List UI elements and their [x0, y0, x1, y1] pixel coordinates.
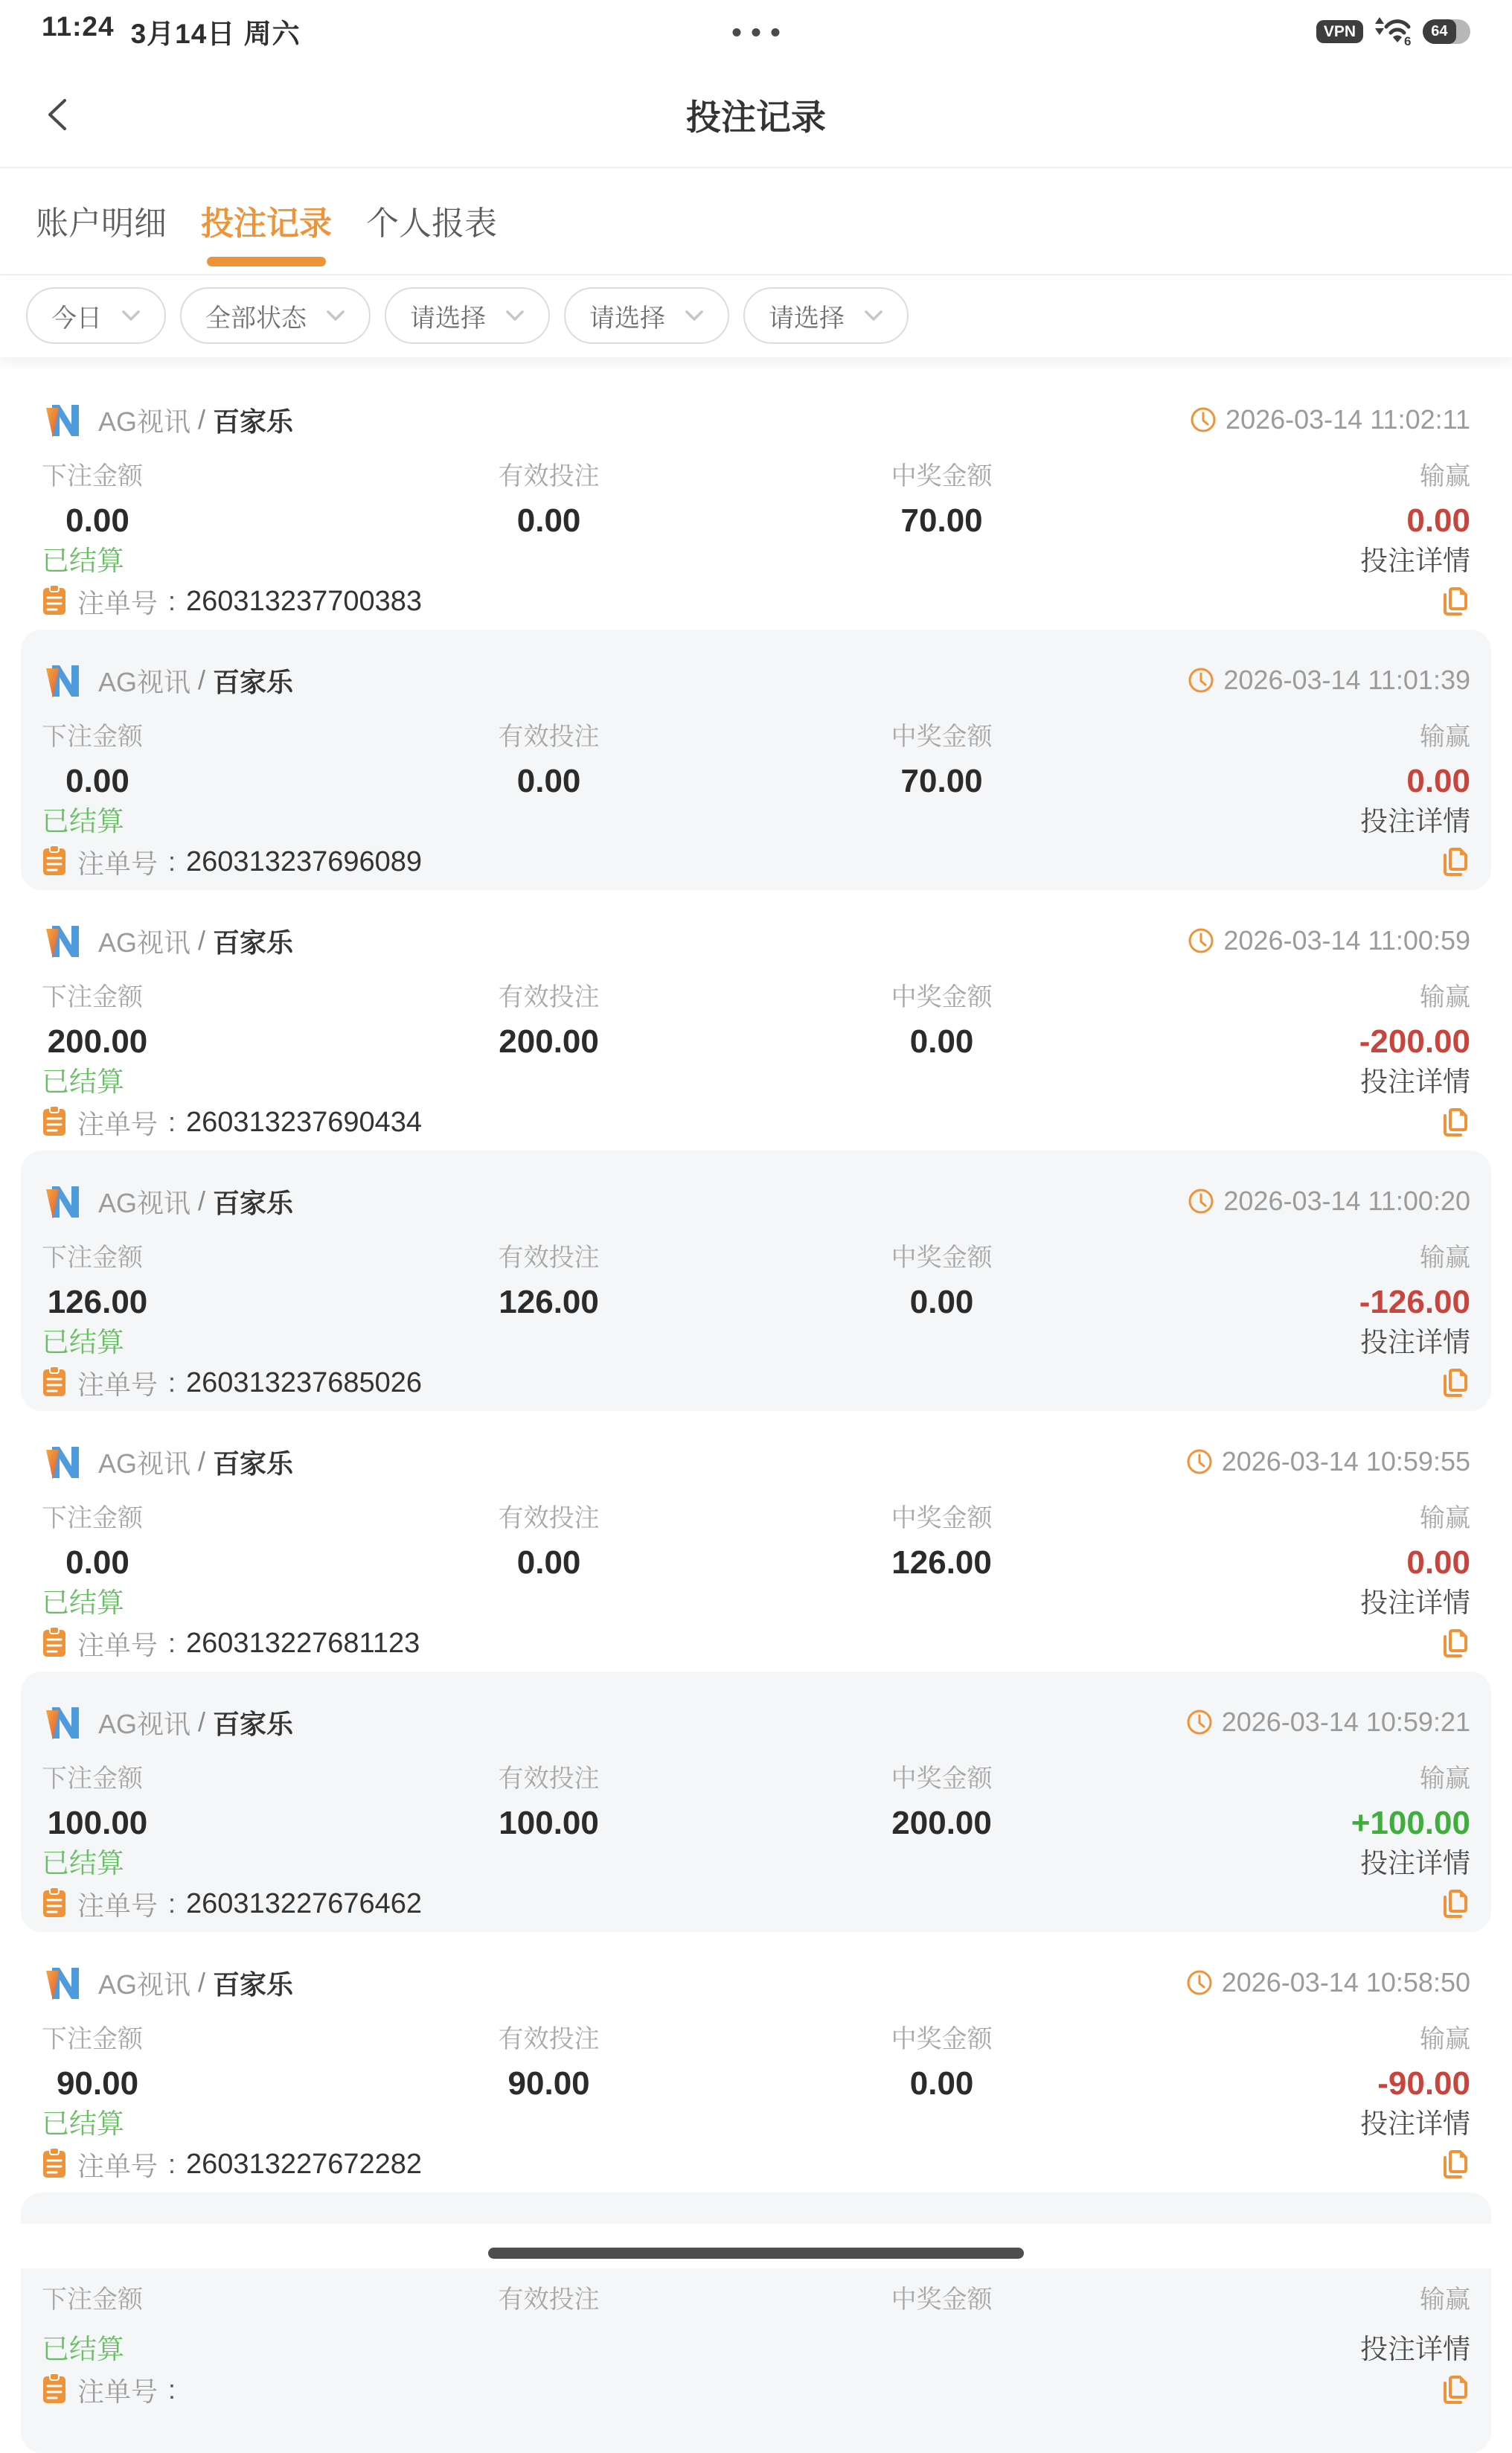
tab-bet-records[interactable]: 投注记录 — [201, 168, 332, 274]
column-bet-amount: 下注金额 — [42, 723, 143, 751]
order-label: 注单号 — [77, 848, 158, 879]
bet-record-card — [21, 1672, 1491, 1932]
home-indicator[interactable] — [488, 2248, 1024, 2259]
record-stats — [42, 722, 1470, 801]
bet-amount-value: 126.00 — [47, 1284, 148, 1320]
column-win-loss: 输赢 — [1419, 723, 1470, 751]
tab-account-detail[interactable]: 账户明细 — [36, 205, 167, 242]
ag-logo-icon — [42, 399, 83, 441]
provider-name: AG视讯 — [98, 1187, 191, 1218]
column-win-loss: 输赢 — [1419, 462, 1470, 490]
order-colon: : — [168, 586, 176, 616]
order-number: 260313237685026 — [186, 1366, 423, 1398]
order-colon: : — [168, 846, 176, 877]
app-header — [0, 63, 1512, 167]
bet-amount-value: 0.00 — [65, 502, 129, 539]
copy-icon[interactable] — [1438, 1366, 1470, 1399]
provider-name: AG视讯 — [98, 666, 191, 697]
column-valid-bet: 有效投注 — [498, 2286, 600, 2314]
status-badge: 已结算 — [42, 1587, 124, 1618]
clock-icon — [1186, 1448, 1213, 1475]
column-valid-bet: 有效投注 — [498, 1244, 600, 1272]
status-badge: 已结算 — [42, 2334, 124, 2364]
back-button[interactable] — [37, 94, 79, 135]
chevron-down-icon — [121, 310, 141, 322]
order-colon: : — [168, 2374, 176, 2405]
profit-value: +100.00 — [1351, 1805, 1470, 1841]
copy-icon[interactable] — [1438, 2148, 1470, 2181]
column-prize-amount: 中奖金额 — [891, 462, 993, 490]
order-colon: : — [168, 2149, 176, 2179]
order-note-icon — [42, 2372, 67, 2408]
column-prize-amount: 中奖金额 — [891, 983, 993, 1011]
record-time: 2026-03-14 11:02:11 — [1226, 404, 1470, 435]
ag-logo-icon — [42, 1441, 83, 1483]
status-badge: 已结算 — [42, 2108, 124, 2139]
provider-game-separator: / — [198, 1446, 206, 1477]
prize-amount-value: 200.00 — [891, 1805, 992, 1841]
column-win-loss: 输赢 — [1419, 1504, 1470, 1532]
status-badge: 已结算 — [42, 806, 124, 837]
game-name: 百家乐 — [213, 406, 294, 437]
clock-icon — [1188, 667, 1214, 694]
bet-record-list — [0, 357, 1512, 2453]
order-label: 注单号 — [77, 1108, 158, 1139]
vpn-badge: VPN — [1316, 20, 1363, 43]
ag-logo-icon — [42, 1701, 83, 1743]
record-stats — [42, 982, 1470, 1061]
valid-bet-value: 0.00 — [516, 1544, 581, 1581]
valid-bet-value: 200.00 — [499, 1023, 599, 1060]
ag-logo-icon — [42, 1180, 83, 1222]
provider-game-separator: / — [198, 1967, 206, 1998]
order-number: 260313227681123 — [186, 1627, 420, 1659]
game-name: 百家乐 — [213, 1708, 294, 1739]
column-bet-amount: 下注金额 — [42, 1504, 143, 1532]
record-time: 2026-03-14 10:58:50 — [1221, 1967, 1470, 1998]
order-note-icon — [42, 1104, 67, 1141]
order-note-icon — [42, 2146, 67, 2183]
bet-detail-link[interactable]: 投注详情 — [1360, 1848, 1470, 1878]
clock-icon — [1190, 406, 1217, 433]
status-time: 11:24 — [42, 11, 115, 42]
column-valid-bet: 有效投注 — [498, 1504, 600, 1532]
record-time: 2026-03-14 11:01:39 — [1223, 665, 1470, 695]
provider-game-separator: / — [198, 1707, 206, 1737]
filter-bar — [0, 275, 1512, 357]
order-colon: : — [168, 1888, 176, 1919]
column-bet-amount: 下注金额 — [42, 2286, 143, 2314]
prize-amount-value: 0.00 — [909, 2065, 974, 2102]
column-valid-bet: 有效投注 — [498, 1765, 600, 1793]
bet-detail-link[interactable]: 投注详情 — [1360, 1066, 1470, 1097]
profit-value: -200.00 — [1359, 1023, 1470, 1060]
battery-icon — [1423, 19, 1470, 44]
game-name: 百家乐 — [213, 666, 294, 697]
column-bet-amount: 下注金额 — [42, 1244, 143, 1272]
bet-record-card — [21, 1932, 1491, 2193]
bet-amount-value: 0.00 — [65, 1544, 129, 1581]
column-win-loss: 输赢 — [1419, 1244, 1470, 1272]
order-note-icon — [42, 844, 67, 880]
order-note-icon — [42, 1625, 67, 1662]
order-number: 260313237700383 — [186, 585, 423, 617]
bet-detail-link[interactable]: 投注详情 — [1360, 2334, 1470, 2364]
provider-game-separator: / — [198, 665, 206, 695]
order-note-icon — [42, 1365, 67, 1401]
profit-value: -90.00 — [1377, 2065, 1470, 2102]
bet-record-card — [21, 890, 1491, 1151]
column-prize-amount: 中奖金额 — [891, 2286, 993, 2314]
column-prize-amount: 中奖金额 — [891, 723, 993, 751]
battery-level: 64 — [1423, 19, 1456, 44]
bet-detail-link[interactable]: 投注详情 — [1360, 2108, 1470, 2139]
profit-value: 0.00 — [1406, 502, 1470, 539]
bet-detail-link[interactable]: 投注详情 — [1360, 546, 1470, 576]
copy-icon[interactable] — [1438, 845, 1470, 878]
bet-record-card — [21, 369, 1491, 630]
chevron-down-icon — [505, 310, 525, 322]
column-prize-amount: 中奖金额 — [891, 1244, 993, 1272]
filter-dropdown-3[interactable]: 请选择 — [564, 287, 729, 344]
record-time: 2026-03-14 11:00:59 — [1223, 925, 1470, 956]
column-prize-amount: 中奖金额 — [891, 2025, 993, 2053]
prize-amount-value: 126.00 — [891, 1544, 992, 1581]
tab-bar — [0, 167, 1512, 275]
profit-value: -126.00 — [1359, 1284, 1470, 1320]
chevron-down-icon — [864, 310, 883, 322]
order-number: 260313237696089 — [186, 845, 423, 877]
ag-logo-icon — [42, 659, 83, 701]
wifi-icon — [1374, 14, 1412, 49]
order-label: 注单号 — [77, 1629, 158, 1660]
provider-name: AG视讯 — [98, 406, 191, 437]
status-badge: 已结算 — [42, 1066, 124, 1097]
bet-detail-link[interactable]: 投注详情 — [1360, 1327, 1470, 1357]
copy-icon[interactable] — [1438, 1627, 1470, 1660]
copy-icon[interactable] — [1438, 585, 1470, 618]
status-dots-icon — [733, 28, 780, 36]
order-colon: : — [168, 1367, 176, 1398]
bet-record-card — [21, 630, 1491, 890]
provider-name: AG视讯 — [98, 927, 191, 958]
order-colon: : — [168, 1628, 176, 1658]
copy-icon[interactable] — [1438, 2373, 1470, 2406]
bet-amount-value: 200.00 — [47, 1023, 148, 1060]
profit-value: 0.00 — [1406, 763, 1470, 799]
filter-dropdown-1[interactable]: 全部状态 — [180, 287, 371, 344]
provider-name: AG视讯 — [98, 1969, 191, 2000]
column-valid-bet: 有效投注 — [498, 2025, 600, 2053]
provider-game-separator: / — [198, 925, 206, 956]
bottom-bar — [0, 2224, 1512, 2268]
order-colon: : — [168, 1107, 176, 1137]
chevron-down-icon — [326, 310, 345, 322]
provider-name: AG视讯 — [98, 1448, 191, 1479]
provider-game-separator: / — [198, 1186, 206, 1216]
column-valid-bet: 有效投注 — [498, 723, 600, 751]
column-bet-amount: 下注金额 — [42, 462, 143, 490]
column-win-loss: 输赢 — [1419, 1765, 1470, 1793]
bet-record-card — [21, 1411, 1491, 1672]
game-name: 百家乐 — [213, 1969, 294, 2000]
record-stats — [42, 461, 1470, 540]
bet-detail-link[interactable]: 投注详情 — [1360, 1587, 1470, 1618]
order-number: 260313237690434 — [186, 1106, 423, 1138]
bet-amount-value: 0.00 — [65, 763, 129, 799]
status-badge: 已结算 — [42, 1327, 124, 1357]
chevron-down-icon — [685, 310, 704, 322]
record-stats — [42, 1503, 1470, 1582]
order-label: 注单号 — [77, 1369, 158, 1400]
ag-logo-icon — [42, 920, 83, 962]
bet-amount-value: 100.00 — [47, 1805, 148, 1841]
bet-detail-link[interactable]: 投注详情 — [1360, 806, 1470, 837]
order-label: 注单号 — [77, 587, 158, 618]
tab-personal-report[interactable]: 个人报表 — [366, 205, 497, 242]
column-win-loss: 输赢 — [1419, 2286, 1470, 2314]
column-valid-bet: 有效投注 — [498, 983, 600, 1011]
clock-icon — [1188, 927, 1214, 954]
column-prize-amount: 中奖金额 — [891, 1765, 993, 1793]
order-number: 260313227672282 — [186, 2148, 423, 2180]
column-win-loss: 输赢 — [1419, 2025, 1470, 2053]
clock-icon — [1188, 1188, 1214, 1215]
valid-bet-value: 90.00 — [507, 2065, 590, 2102]
valid-bet-value: 126.00 — [499, 1284, 599, 1320]
provider-game-separator: / — [198, 404, 206, 435]
ag-logo-icon — [42, 1962, 83, 2003]
order-note-icon — [42, 1886, 67, 1922]
record-stats — [42, 1243, 1470, 1322]
valid-bet-value: 0.00 — [516, 502, 581, 539]
record-stats — [42, 1764, 1470, 1843]
order-label: 注单号 — [77, 2150, 158, 2181]
status-date: 3月14日 周六 — [130, 19, 301, 49]
provider-name: AG视讯 — [98, 1708, 191, 1739]
copy-icon[interactable] — [1438, 1887, 1470, 1920]
column-prize-amount: 中奖金额 — [891, 1504, 993, 1532]
game-name: 百家乐 — [213, 1187, 294, 1218]
svg-text:6: 6 — [1404, 33, 1412, 45]
order-note-icon — [42, 583, 67, 620]
copy-icon[interactable] — [1438, 1106, 1470, 1139]
game-name: 百家乐 — [213, 1448, 294, 1479]
record-time: 2026-03-14 10:59:21 — [1221, 1707, 1470, 1737]
column-bet-amount: 下注金额 — [42, 1765, 143, 1793]
record-time: 2026-03-14 10:59:55 — [1221, 1446, 1470, 1477]
bet-amount-value: 90.00 — [56, 2065, 139, 2102]
bet-record-card — [21, 1151, 1491, 1411]
filter-dropdown-0[interactable]: 今日 — [26, 287, 166, 344]
column-valid-bet: 有效投注 — [498, 462, 600, 490]
prize-amount-value: 70.00 — [900, 763, 983, 799]
prize-amount-value: 0.00 — [909, 1023, 974, 1060]
record-stats — [42, 2285, 1470, 2329]
page-title: 投注记录 — [686, 97, 826, 137]
game-name: 百家乐 — [213, 927, 294, 958]
prize-amount-value: 0.00 — [909, 1284, 974, 1320]
prize-amount-value: 70.00 — [900, 502, 983, 539]
profit-value: 0.00 — [1406, 1544, 1470, 1581]
chevron-left-icon — [44, 96, 72, 133]
filter-dropdown-4[interactable]: 请选择 — [743, 287, 909, 344]
valid-bet-value: 100.00 — [499, 1805, 599, 1841]
order-label: 注单号 — [77, 1890, 158, 1921]
column-bet-amount: 下注金额 — [42, 2025, 143, 2053]
filter-dropdown-2[interactable]: 请选择 — [385, 287, 550, 344]
status-badge: 已结算 — [42, 546, 124, 576]
column-win-loss: 输赢 — [1419, 983, 1470, 1011]
status-badge: 已结算 — [42, 1848, 124, 1878]
record-stats — [42, 2024, 1470, 2103]
valid-bet-value: 0.00 — [516, 763, 581, 799]
clock-icon — [1186, 1969, 1213, 1996]
order-number: 260313227676462 — [186, 1887, 423, 1919]
column-bet-amount: 下注金额 — [42, 983, 143, 1011]
clock-icon — [1186, 1709, 1213, 1736]
record-time: 2026-03-14 11:00:20 — [1223, 1186, 1470, 1216]
status-bar — [0, 0, 1512, 63]
order-label: 注单号 — [77, 2376, 158, 2407]
